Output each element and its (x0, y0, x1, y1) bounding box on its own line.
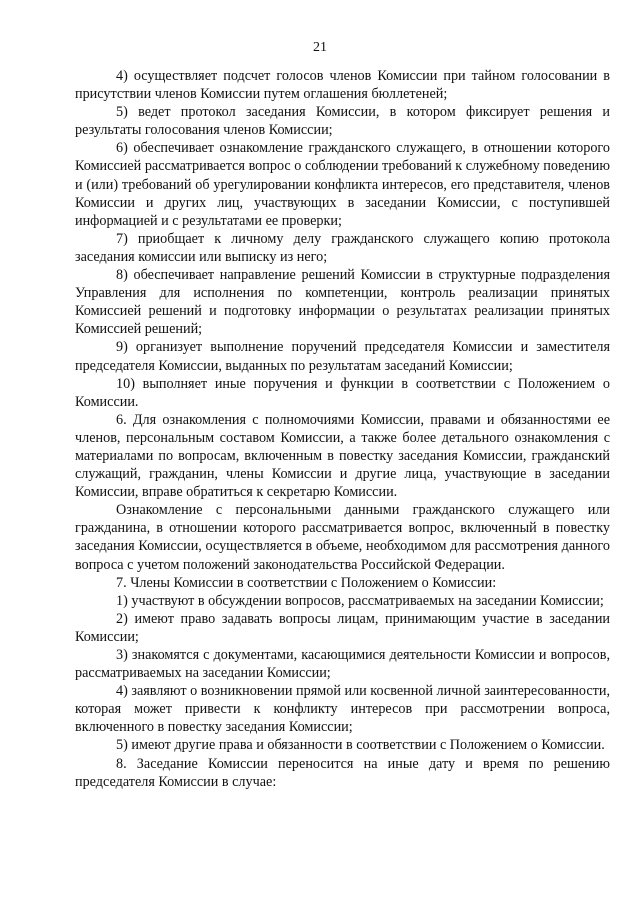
paragraph: 3) знакомятся с документами, касающимися деятельности Комиссии и вопросов, рассматриваемых на заседании Комиссии; (75, 647, 610, 682)
paragraph: 8. Заседание Комиссии переносится на иные дату и время по решению председателя Комиссии в случае: (75, 755, 610, 790)
paragraph: 7. Члены Комиссии в соответствии с Положением о Комиссии: (116, 574, 497, 591)
paragraph: 4) осуществляет подсчет голосов членов Комиссии при тайном голосовании в присутствии членов Комиссии путем оглашения бюллетеней; (75, 68, 610, 103)
paragraph: Ознакомление с персональными данными гражданского служащего или гражданина, в отношении которого рассматривается вопрос, включенный в повестку заседания Комиссии, осуществляется в объеме, необходимом для рассмотрения данного вопроса с учетом положений законодательства Российской Федерации. (75, 502, 610, 573)
paragraph: 5) имеют другие права и обязанности в соответствии с Положением о Комиссии. (116, 737, 605, 754)
paragraph: 8) обеспечивает направление решений Комиссии в структурные подразделения Управления для исполнения по компетенции, контроль реализации принятых Комиссией решений и подготовку информации о результатах реализации принятых Комиссией решений; (75, 267, 610, 338)
paragraph: 2) имеют право задавать вопросы лицам, принимающим участие в заседании Комиссии; (75, 610, 610, 645)
page-number: 21 (313, 40, 327, 55)
paragraph: 6. Для ознакомления с полномочиями Комиссии, правами и обязанностями ее членов, персональным составом Комиссии, а также более детального ознакомления с материалами по вопросам, включенным в повестку заседания Комиссии, гражданский служащий, гражданин, члены Комиссии и другие лица, участвующие в заседании Комиссии, вправе обратиться к секретарю Комиссии. (75, 411, 610, 501)
paragraph: 1) участвуют в обсуждении вопросов, рассматриваемых на заседании Комиссии; (116, 592, 604, 609)
paragraph: 9) организует выполнение поручений председателя Комиссии и заместителя председателя Комиссии, выданных по результатам заседаний Комиссии; (75, 339, 610, 374)
paragraph: 7) приобщает к личному делу гражданского служащего копию протокола заседания комиссии или выписку из него; (75, 230, 610, 265)
paragraph: 4) заявляют о возникновении прямой или косвенной личной заинтересованности, которая может привести к конфликту интересов при рассмотрении вопроса, включенного в повестку заседания Комиссии; (75, 683, 610, 736)
document-body (75, 67, 610, 791)
paragraph: 10) выполняет иные поручения и функции в соответствии с Положением о Комиссии. (75, 375, 610, 410)
paragraph: 6) обеспечивает ознакомление гражданского служащего, в отношении которого Комиссией рассматривается вопрос о соблюдении требований к служебному поведению и (или) требований об урегулировании конфликта интересов, его представителя, членов Комиссии и других лиц, участвующих в заседании Комиссии, с поступившей информацией и с результатами ее проверки; (75, 140, 610, 229)
paragraph: 5) ведет протокол заседания Комиссии, в котором фиксирует решения и результаты голосования членов Комиссии; (75, 104, 610, 139)
